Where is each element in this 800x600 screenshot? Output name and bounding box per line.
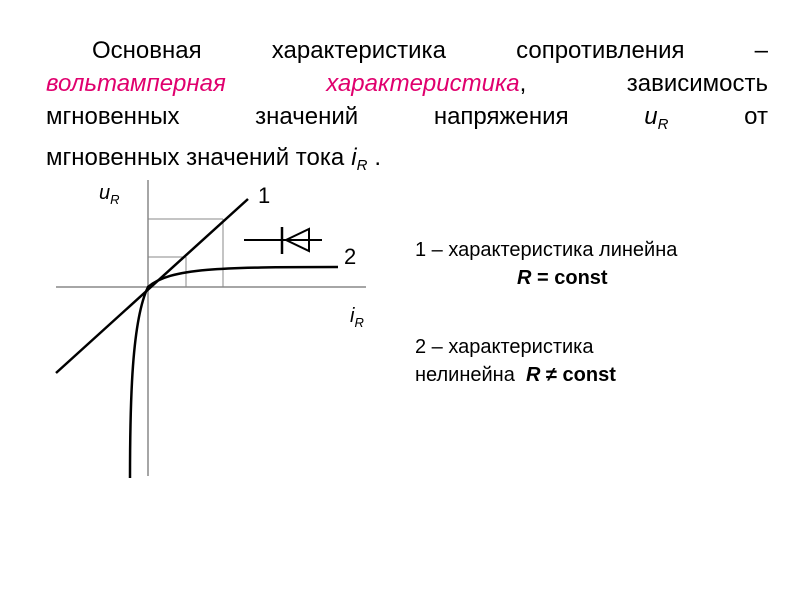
intro-word: напряжения bbox=[433, 103, 569, 130]
legend-item-2-text: 2 – характеристика bbox=[415, 336, 594, 358]
x-axis-label-subscript: R bbox=[354, 315, 364, 330]
legend-item-2-formula-rest: ≠ const bbox=[546, 364, 616, 386]
current-variable-subscript: R bbox=[356, 157, 368, 174]
voltage-variable-subscript: R bbox=[657, 116, 669, 133]
legend-item-2-text-2: нелинейна bbox=[415, 364, 515, 386]
curve-1-label: 1 bbox=[258, 183, 271, 208]
intro-word: зависимость bbox=[626, 70, 768, 97]
intro-word: мгновенных bbox=[46, 103, 180, 130]
intro-word: – bbox=[754, 37, 768, 64]
curve-2-label: 2 bbox=[344, 244, 357, 269]
legend-item-2 bbox=[415, 333, 616, 389]
intro-period: . bbox=[374, 144, 382, 171]
y-axis-label-symbol: u bbox=[99, 182, 111, 204]
projection-lines bbox=[148, 219, 223, 287]
legend-item-1-formula-rest: = const bbox=[537, 267, 608, 289]
intro-word: характеристика bbox=[271, 37, 446, 64]
legend-item-1-formula bbox=[415, 264, 677, 292]
x-axis-label-symbol: i bbox=[350, 305, 355, 327]
intro-word: значений bbox=[255, 103, 359, 130]
legend-item-1 bbox=[415, 236, 677, 292]
curve-2-nonlinear bbox=[130, 267, 338, 478]
legend-item-1-formula-var: R bbox=[517, 267, 532, 289]
intro-word: Основная bbox=[92, 37, 202, 64]
intro-word: от bbox=[744, 103, 768, 130]
voltage-variable-symbol: u bbox=[644, 103, 658, 130]
legend-item-1-text: 1 – характеристика линейна bbox=[415, 239, 678, 261]
intro-word: сопротивления bbox=[516, 37, 685, 64]
x-axis-label bbox=[350, 305, 364, 330]
legend-item-2-formula-var: R bbox=[525, 364, 541, 386]
highlight-term-2: характеристика bbox=[326, 70, 520, 97]
intro-comma: , bbox=[519, 70, 527, 97]
highlight-term-1: вольтамперная bbox=[46, 70, 226, 97]
legend-item-2-line bbox=[415, 361, 616, 389]
legend-item-2-formula bbox=[526, 364, 616, 386]
y-axis-label bbox=[99, 182, 120, 207]
y-axis-label-subscript: R bbox=[110, 192, 120, 207]
curve-1-linear bbox=[56, 199, 248, 373]
intro-phrase: мгновенных значений тока bbox=[46, 144, 345, 171]
diode-icon bbox=[244, 227, 322, 254]
current-variable-symbol: i bbox=[351, 144, 357, 171]
